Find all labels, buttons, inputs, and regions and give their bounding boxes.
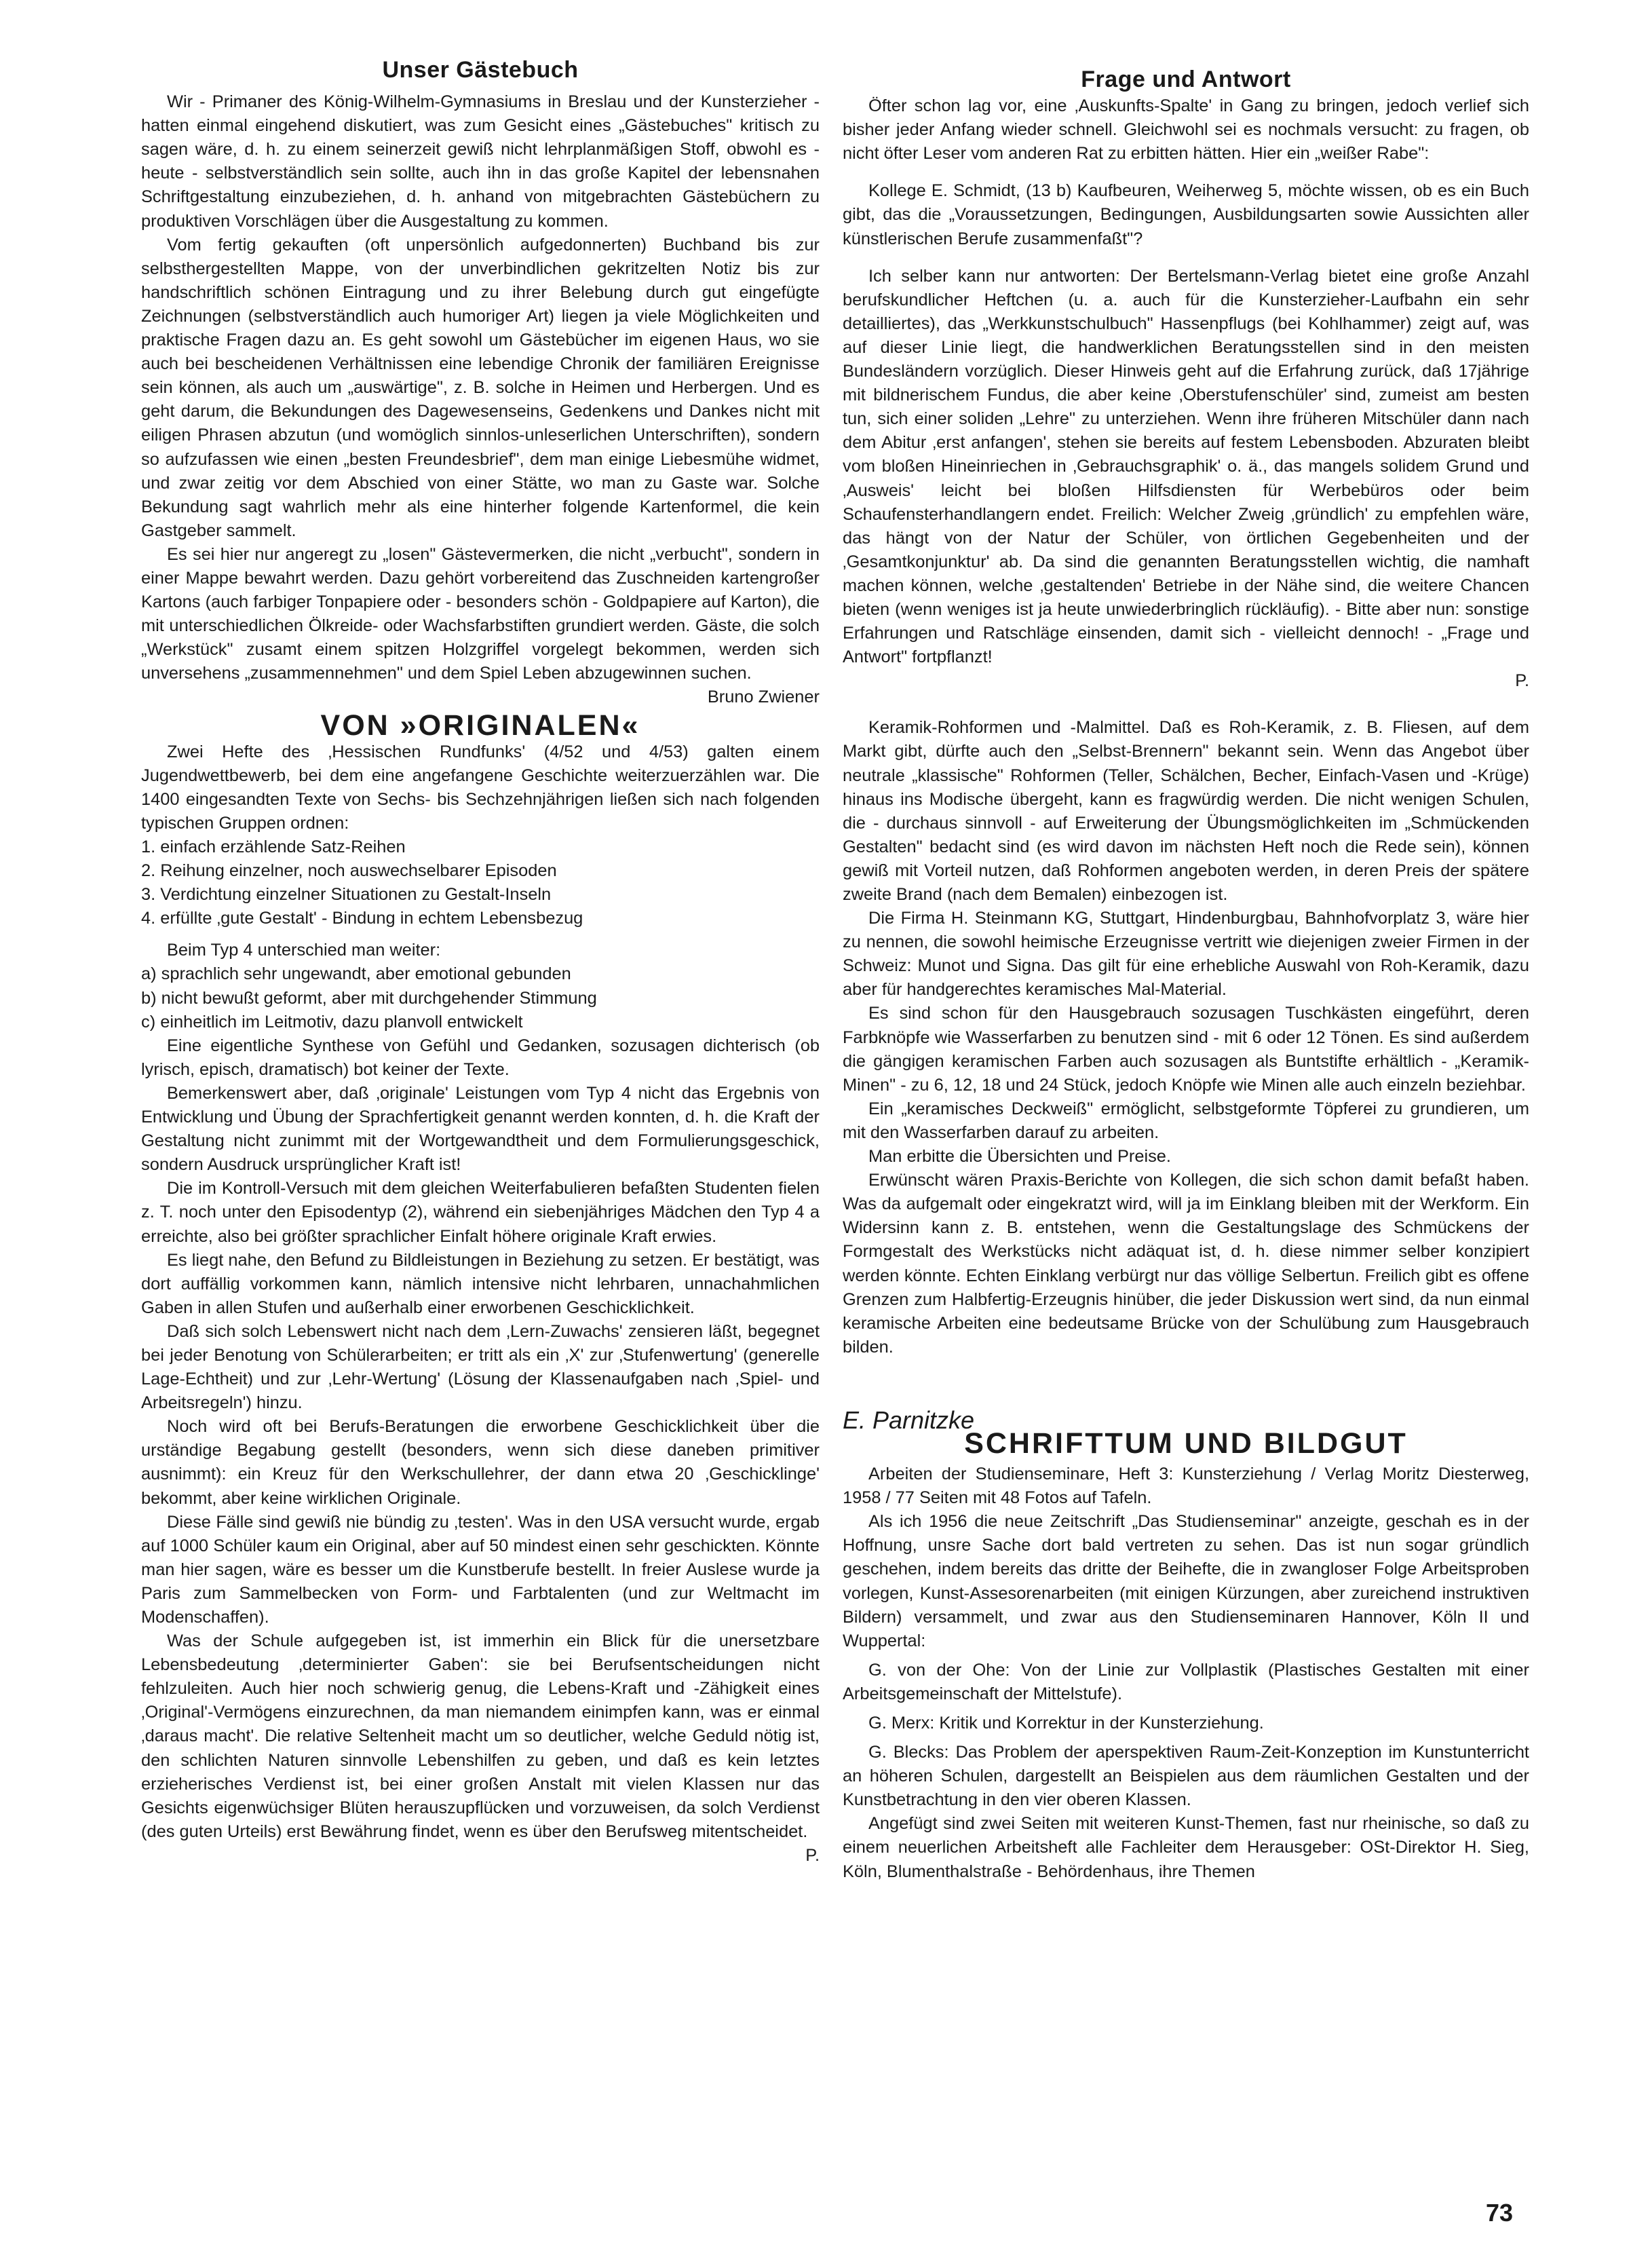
originals-paragraph-7: Diese Fälle sind gewiß nie bündig zu ‚testen'. Was in den USA versucht wurde, ergab auf 1000 Schüler kaum ein Original, aber auf 50 mindest einen sehr geschickten. Könnte man hier sagen, wäre es besser um die Kunstberufe bestellt. In freier Auslese wurde ja Paris zum Sammelbecken von Form- und Farbtalenten (und zur Weltmacht im Modenschaffen). bbox=[141, 1512, 820, 1627]
literature-title: SCHRIFTTUM UND BILDGUT bbox=[964, 1426, 1408, 1460]
type4-item-b: b) nicht bewußt geformt, aber mit durchgehender Stimmung bbox=[141, 988, 597, 1008]
originals-intro: Zwei Hefte des ‚Hessischen Rundfunks' (4/52 und 4/53) galten einem Jugendwettbewerb, bei dem eine angefangene Geschichte weiterzuerzählen war. Die 1400 eingesandten Texte von Sechs- bis Sechzehnjährigen ließen sich nach folgenden typischen Gruppen ordnen: bbox=[141, 742, 820, 833]
qa-paragraph-1: Öfter schon lag vor, eine ‚Auskunfts-Spalte' in Gang zu bringen, jedoch verlief sich bisher jeder Anfang wieder schnell. Gleichwohl sei es nochmals versucht: zu fragen, ob nicht öfter Leser vom anderen Rat zu erbitten hätten. Hier ein „weißer Rabe": bbox=[843, 96, 1529, 164]
literature-paragraph-1: Arbeiten der Studienseminare, Heft 3: Kunsterziehung / Verlag Moritz Diesterweg, 1958 / 77 Seiten mit 48 Fotos auf Tafeln. bbox=[843, 1464, 1529, 1508]
type4-item-a: a) sprachlich sehr ungewandt, aber emotional gebunden bbox=[141, 964, 571, 984]
originals-paragraph-1: Eine eigentliche Synthese von Gefühl und Gedanken, sozusagen dichterisch (ob lyrisch, episch, dramatisch) bot keiner der Texte. bbox=[141, 1036, 820, 1079]
guestbook-paragraph-1: Wir - Primaner des König-Wilhelm-Gymnasiums in Breslau und der Kunsterzieher - hatten einmal eingehend diskutiert, was zum Gesicht eines „Gästebuches" kritisch zu sagen wäre, d. h. zu einem seinerzeit gewiß nicht lehrplanmäßigen Stoff, obwohl es - heute - selbstverständlich sein sollte, auch ihn in das große Kapitel der lebensnahen Schriftgestaltung einzubeziehen, d. h. anhand von mitgebrachten Gästebüchern zu produktiven Vorschlägen über die Ausgestaltung zu kommen. bbox=[141, 92, 820, 231]
type4-item-c: c) einheitlich im Leitmotiv, dazu planvoll entwickelt bbox=[141, 1012, 523, 1032]
originals-paragraph-3: Die im Kontroll-Versuch mit dem gleichen Weiterfabulieren befaßten Studenten fielen z. T. noch unter den Episodentyp (2), während ein siebenjähriges Mädchen den Typ 4 a erreichte, also bei größter sprachlicher Einfalt höhere originale Kraft erwies. bbox=[141, 1179, 820, 1246]
ceramics-paragraph-1: Keramik-Rohformen und -Malmittel. Daß es Roh-Keramik, z. B. Fliesen, auf dem Markt gibt, dürfte auch den „Selbst-Brennern" bekannt sein. Wenn das Angebot über neutrale „klassische" Rohformen (Teller, Schälchen, Becher, Einfach-Vasen und -Krüge) hinaus ins Modische übergeht, kann es fragwürdig werden. Die nicht wenigen Schulen, die - durchaus sinnvoll - auf Erweiterung der Übungsmöglichkeiten im „Schmückenden Gestalten" bedacht sind (es wird davon im nächsten Heft noch die Rede sein), können gewiß mit Vorteil nutzen, daß Rohformen angeboten werden, in deren Preis der spätere zweite Brand (nach dem Bemalen) einbezogen ist. bbox=[843, 718, 1529, 904]
ceramics-paragraph-3: Es sind schon für den Hausgebrauch sozusagen Tuschkästen eingeführt, deren Farbknöpfe wie Wasserfarben zu benutzen sind - mit 6 oder 12 Tönen. Es sind außerdem die gängigen keramischen Farben auch sozusagen als Buntstifte erhältlich - „Keramik-Minen" - zu 6, 12, 18 und 24 Stück, jedoch Knöpfe wie Minen alle auch einzeln beziehbar. bbox=[843, 1004, 1529, 1095]
group-item-3: 3. Verdichtung einzelner Situationen zu Gestalt-Inseln bbox=[141, 885, 552, 905]
originals-paragraph-6: Noch wird oft bei Berufs-Beratungen die erworbene Geschicklichkeit über die urständige Begabung gestellt (besonders, wenn sich diese daneben primitiver ausnimmt): ein Kreuz für den Werkschullehrer, der dann etwa 20 ‚Geschicklinge' bekommt, aber keine wirklichen Originale. bbox=[141, 1417, 820, 1508]
ceramics-paragraph-4: Ein „keramisches Deckweiß" ermöglicht, selbstgeformte Töpferei zu grundieren, um mit den Wasserfarben darauf zu arbeiten. bbox=[843, 1099, 1529, 1142]
group-item-2: 2. Reihung einzelner, noch auswechselbarer Episoden bbox=[141, 861, 557, 881]
literature-paragraph-6: Angefügt sind zwei Seiten mit weiteren Kunst-Themen, fast nur rheinische, so daß zu einem neuerlichen Arbeitsheft alle Fachleiter dem Herausgeber: OSt-Direktor H. Sieg, Köln, Blumenthalstraße - Behördenhaus, ihre Themen bbox=[843, 1814, 1529, 1881]
group-item-1: 1. einfach erzählende Satz-Reihen bbox=[141, 837, 406, 856]
originals-signature: P. bbox=[805, 1845, 820, 1865]
qa-signature: P. bbox=[1515, 671, 1529, 691]
group-item-4: 4. erfüllte ‚gute Gestalt' - Bindung in echtem Lebensbezug bbox=[141, 909, 583, 928]
qa-paragraph-2: Kollege E. Schmidt, (13 b) Kaufbeuren, Weiherweg 5, möchte wissen, ob es ein Buch gibt, das die „Voraussetzungen, Bedingungen, Ausbildungsarten sowie Aussichten aller künstlerischen Berufe zusammenfaßt"? bbox=[843, 181, 1529, 248]
literature-paragraph-5: G. Blecks: Das Problem der aperspektiven Raum-Zeit-Konzeption im Kunstunterricht an höheren Schulen, dargestellt an Beispielen aus dem räumlichen Gestalten und der Kunstbetrachtung in den vier oberen Klassen. bbox=[843, 1743, 1529, 1810]
guestbook-paragraph-3: Es sei hier nur angeregt zu „losen" Gästevermerken, die nicht „verbucht", sondern in einer Mappe bewahrt werden. Dazu gehört vorbereitend das Zuschneiden kartengroßer Kartons (auch farbiger Tonpapiere oder - besonders schön - Goldpapiere auf Karton), die mit unterschiedlichen Ölkreide- oder Wachsfarbstiften grundiert werden. Gäste, die solch „Werkstück" zusamt einem spitzen Holzgriffel vorgelegt bekommen, werden sich unversehens „zusammennehmen" und dem Spiel Leben abzugewinnen suchen. bbox=[141, 544, 820, 683]
literature-paragraph-3: G. von der Ohe: Von der Linie zur Vollplastik (Plastisches Gestalten mit einer Arbeitsgemeinschaft der Mittelstufe). bbox=[843, 1660, 1529, 1703]
ceramics-paragraph-5: Man erbitte die Übersichten und Preise. bbox=[868, 1147, 1171, 1167]
qa-paragraph-3: Ich selber kann nur antworten: Der Bertelsmann-Verlag bietet eine große Anzahl berufskundlicher Heftchen (u. a. auch für die Kunsterzieher-Laufbahn ein sehr detailliertes), das „Werkkunstschulbuch" Hassenpflugs (bei Kohlhammer) zeigt auf, was auf dieser Linie liegt, die handwerklichen Beratungsstellen sind in den meisten Bundesländern vorzüglich. Dieser Hinweis geht auf die Erfahrung zurück, daß 17jährige mit bildnerischem Fundus, die aber keine ‚Oberstufenschüler' sind, zumeist am besten tun, sich einer soliden „Lehre" zu unterziehen. Wenn ihre früheren Mitschüler dann nach dem Abitur ‚erst anfangen', stehen sie bereits auf festem Lebensboden. Abzuraten bleibt vom bloßen Hineinriechen in ‚Gebrauchsgraphik' o. ä., das mangels solidem Grund und ‚Ausweis' leicht bei bloßen Hilfsdiensten für Werbebüros oder beim Schaufensterhandlangern endet. Freilich: Welcher Zweig ‚gründlich' zu empfehlen wäre, das hängt von der Natur der Schüler, von örtlichen Gegebenheiten und der ‚Gesamtkonjunktur' ab. Da sind die genannten Beratungsstellen wichtig, die namhaft machen können, welche ‚gestaltenden' Betriebe in der Nähe sind, die weitere Chancen bieten (wenn weniges ist ja heute unwiederbringlich rückläufig). - Bitte aber nun: sonstige Erfahrungen und Ratschläge einsenden, damit sich - vielleicht dennoch! - „Frage und Antwort" fortpflanzt! bbox=[843, 266, 1529, 667]
guestbook-title: Unser Gästebuch bbox=[382, 57, 579, 83]
guestbook-signature: Bruno Zwiener bbox=[707, 687, 820, 707]
page-number: 73 bbox=[1486, 2199, 1514, 2227]
guestbook-paragraph-2: Vom fertig gekauften (oft unpersönlich aufgedonnerten) Buchband bis zur selbsthergestellten Mappe, von der unverbindlichen gekritzelten Notiz bis zur handschriftlich schönen Eintragung und zu ihrer Belebung durch gut eingefügte Zeichnungen (selbstverständlich auch humoriger Art) liegen ja viele Möglichkeiten und praktische Fragen dazu an. Es geht sowohl um Gästebücher im eigenen Haus, wo sie auch bei bescheidenen Verhältnissen eine lebendige Chronik der familiären Ereignisse sein können, als auch um „auswärtige", z. B. solche in Heimen und Herbergen. Und es geht darum, die Bekundungen des Dagewesenseins, Gedenkens und Dankes nicht mit eiligen Phrasen abzutun (und womöglich sinnlos-unleserlichen Unterschriften), sondern so aufzufassen wie einen „besten Freundesbrief", dem man einige Liebesmühe widmet, und zwar zeitig vor dem Abschied von einer Stätte, wo man zu Gaste war. Solche Bekundung sagt wahrlich mehr als eine hinterher folgende Kartenformel, die kein Gastgeber sammelt. bbox=[141, 235, 820, 540]
literature-author: E. Parnitzke bbox=[843, 1405, 975, 1434]
left-column bbox=[141, 0, 820, 1868]
originals-paragraph-4: Es liegt nahe, den Befund zu Bildleistungen in Beziehung zu setzen. Er bestätigt, was dort auffällig vorkommen kann, nämlich intensive nicht lehrbaren, unnachahmlichen Gaben in allen Stufen und außerhalb einer erworbenen Geschicklichkeit. bbox=[141, 1250, 820, 1317]
originals-title: VON »ORIGINALEN« bbox=[320, 708, 640, 742]
qa-title: Frage und Antwort bbox=[1081, 67, 1291, 92]
literature-paragraph-4: G. Merx: Kritik und Korrektur in der Kunsterziehung. bbox=[868, 1714, 1264, 1733]
right-column bbox=[843, 0, 1529, 1884]
ceramics-paragraph-2: Die Firma H. Steinmann KG, Stuttgart, Hindenburgbau, Bahnhofvorplatz 3, wäre hier zu nennen, die sowohl heimische Erzeugnisse vertritt wie diejenigen zweier Firmen in der Schweiz: Munot und Signa. Das gilt für eine erhebliche Auswahl von Roh-Keramik, dazu aber für handgerechtes keramisches Mal-Material. bbox=[843, 909, 1529, 1000]
type4-intro: Beim Typ 4 unterschied man weiter: bbox=[167, 941, 441, 960]
originals-paragraph-5: Daß sich solch Lebenswert nicht nach dem ‚Lern-Zuwachs' zensieren läßt, begegnet bei jeder Benotung von Schülerarbeiten; er tritt als ein ‚X' zur ‚Stufenwertung' (generelle Lage-Echtheit) und zur ‚Lehr-Wertung' (Lösung der Klassenaufgaben nach ‚Spiel- und Arbeitsregeln') hinzu. bbox=[141, 1321, 820, 1413]
originals-paragraph-2: Bemerkenswert aber, daß ‚originale' Leistungen vom Typ 4 nicht das Ergebnis von Entwicklung und Übung der Sprachfertigkeit genannt werden konnten, d. h. die Kraft der Gestaltung nicht zunimmt mit der Wortgewandtheit und dem Formulierungsgeschick, sondern Ausdruck ursprünglicher Kraft ist! bbox=[141, 1083, 820, 1175]
literature-paragraph-2: Als ich 1956 die neue Zeitschrift „Das Studienseminar" anzeigte, geschah es in der Hoffnung, unsre Sache dort bald vertreten zu sehen. Das ist nun sogar gründlich geschehen, indem bereits das dritte der Beihefte, die in zwangloser Folge Arbeitsproben vorlegen, Kunst-Assesorenarbeiten (mit einigen Kürzungen, aber zureichend instruktiven Bildern) versammelt, und zwar aus den Studienseminaren Hannover, Köln II und Wuppertal: bbox=[843, 1512, 1529, 1650]
ceramics-paragraph-6: Erwünscht wären Praxis-Berichte von Kollegen, die sich schon damit befaßt haben. Was da aufgemalt oder eingekratzt wird, will ja im Einklang bleiben mit der Werkform. Ein Widersinn kann z. B. entstehen, wenn die Gestaltungslage des Schmückens der Formgestalt des Werkstücks nicht adäquat ist, d. h. diese nimmer selber konzipiert werden könnte. Echten Einklang verbürgt nur das völlige Selbertun. Freilich gibt es offene Grenzen zum Halbfertig-Erzeugnis hinüber, die jeder Diskussion wert sind, da nun einmal keramische Arbeiten eine bedeutsame Brücke von der Schulübung zum Hausgebrauch bilden. bbox=[843, 1171, 1529, 1357]
originals-paragraph-8: Was der Schule aufgegeben ist, ist immerhin ein Blick für die unersetzbare Lebensbedeutung ‚determinierter Gaben': sie bei Berufsentscheidungen nicht fehlzuleiten. Auch hier noch schwierig genug, die Lebens-Kraft und -Zähigkeit eines ‚Original'-Vermögens einzurechnen, da man niemandem einimpfen kann, was er einmal ‚daraus macht'. Die relative Seltenheit macht um so deutlicher, welche Geduld nötig ist, den schlichten Naturen sinnvolle Lebenshilfen zu geben, und daß es kein letztes erzieherisches Verdienst ist, bei einer großen Anstalt mit vielen Klassen nur das Gesichts eigenwüchsiger Blüten herauszupflücken und vorzuweisen, da solch Verdienst (des guten Urteils) erst Bewährung findet, wenn es über den Berufsweg mitentscheidet. bbox=[141, 1631, 820, 1841]
